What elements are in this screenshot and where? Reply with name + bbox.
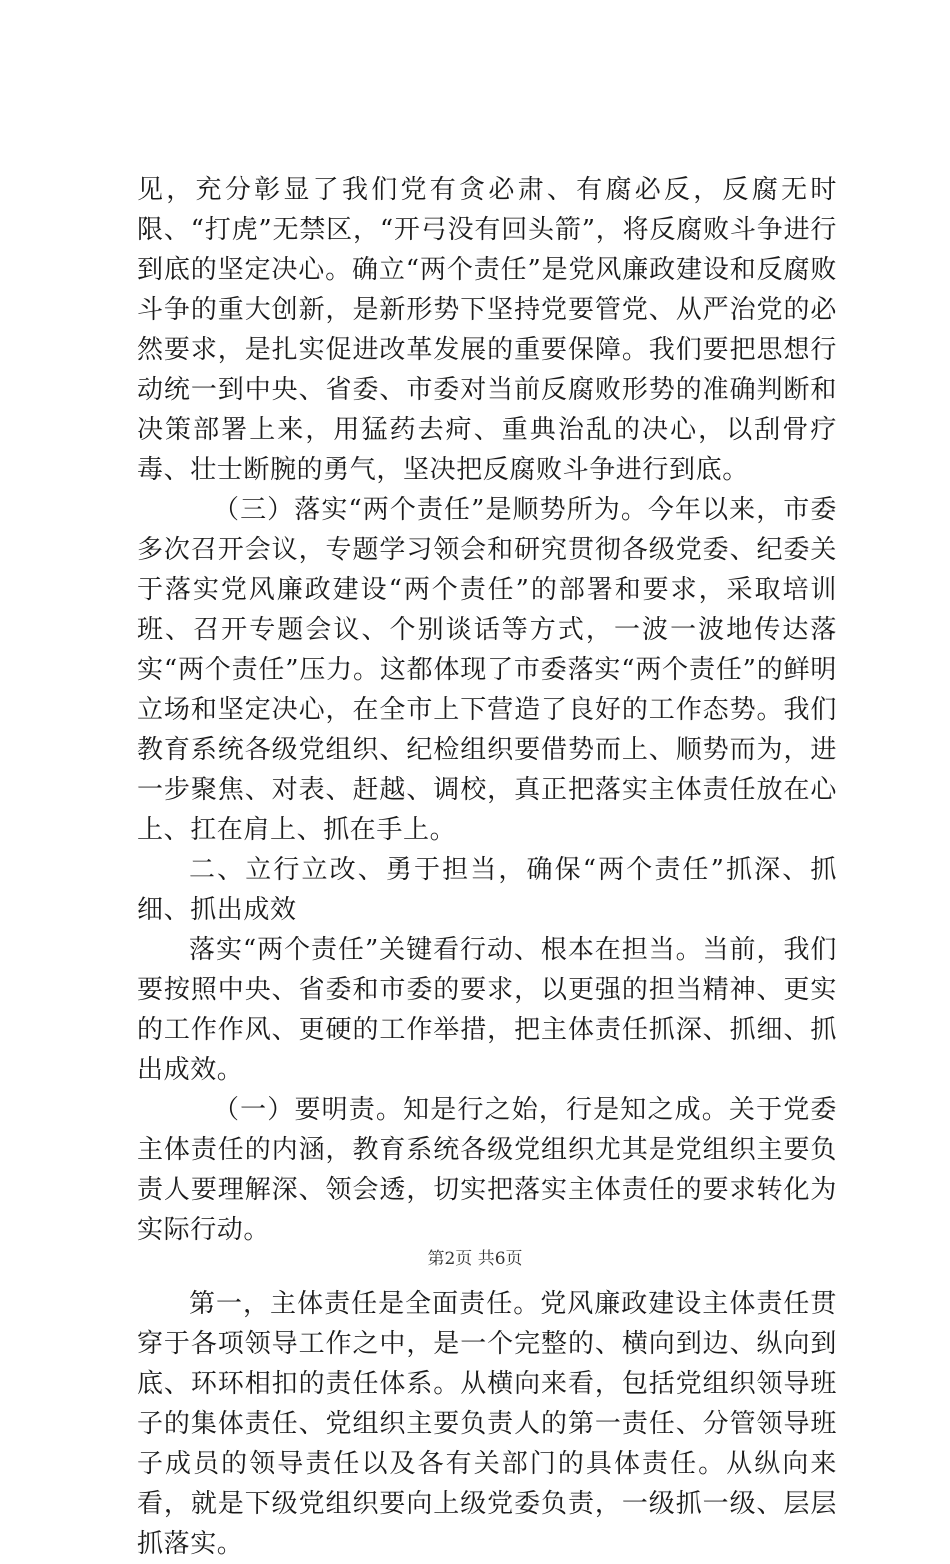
section-heading-two: 二、立行立改、勇于担当，确保“两个责任”抓深、抓细、抓出成效 — [137, 855, 837, 925]
paragraph-continuation: 见，充分彰显了我们党有贪必肃、有腐必反，反腐无时限、“打虎”无禁区，“开弓没有回头箭”，将反腐败斗争进行到底的坚定决心。确立“两个责任”是党风廉政建设和反腐败斗争的重大创新，是新形势下坚持党要管党、从严治党的必然要求，是扎实促进改革发展的重要保障。我们要把思想行动统一到中央、省委、市委对当前反腐败形势的准确判断和决策部署上来，用猛药去疴、重典治乱的决心，以刮骨疗毒、壮士断腕的勇气，坚决把反腐败斗争进行到底。 — [137, 175, 837, 485]
paragraph-key-action: 落实“两个责任”关键看行动、根本在担当。当前，我们要按照中央、省委和市委的要求，以更强的担当精神、更实的工作作风、更硬的工作举措，把主体责任抓深、抓细、抓出成效。 — [137, 935, 837, 1085]
page-number-footer: 第2页 共6页 — [427, 1249, 523, 1269]
document-body — [137, 170, 837, 1564]
paragraph-section-three: （三）落实“两个责任”是顺势所为。今年以来，市委多次召开会议，专题学习领会和研究贯彻各级党委、纪委关于落实党风廉政建设“两个责任”的部署和要求，采取培训班、召开专题会议、个别谈话等方式，一波一波地传达落实“两个责任”压力。这都体现了市委落实“两个责任”的鲜明立场和坚定决心，在全市上下营造了良好的工作态势。我们教育系统各级党组织、纪检组织要借势而上、顺势而为，进一步聚焦、对表、赶越、调校，真正把落实主体责任放在心上、扛在肩上、抓在手上。 — [137, 495, 837, 845]
paragraph-first-point: 第一，主体责任是全面责任。党风廉政建设主体责任贯穿于各项领导工作之中，是一个完整的、横向到边、纵向到底、环环相扣的责任体系。从横向来看，包括党组织领导班子的集体责任、党组织主要负责人的第一责任、分管领导班子成员的领导责任以及各有关部门的具体责任。从纵向来看，就是下级党组织要向上级党委负责，一级抓一级、层层抓落实。 — [137, 1289, 837, 1559]
paragraph-clarify-responsibility: （一）要明责。知是行之始，行是知之成。关于党委主体责任的内涵，教育系统各级党组织尤其是党组织主要负责人要理解深、领会透，切实把落实主体责任的要求转化为实际行动。 — [137, 1095, 837, 1245]
